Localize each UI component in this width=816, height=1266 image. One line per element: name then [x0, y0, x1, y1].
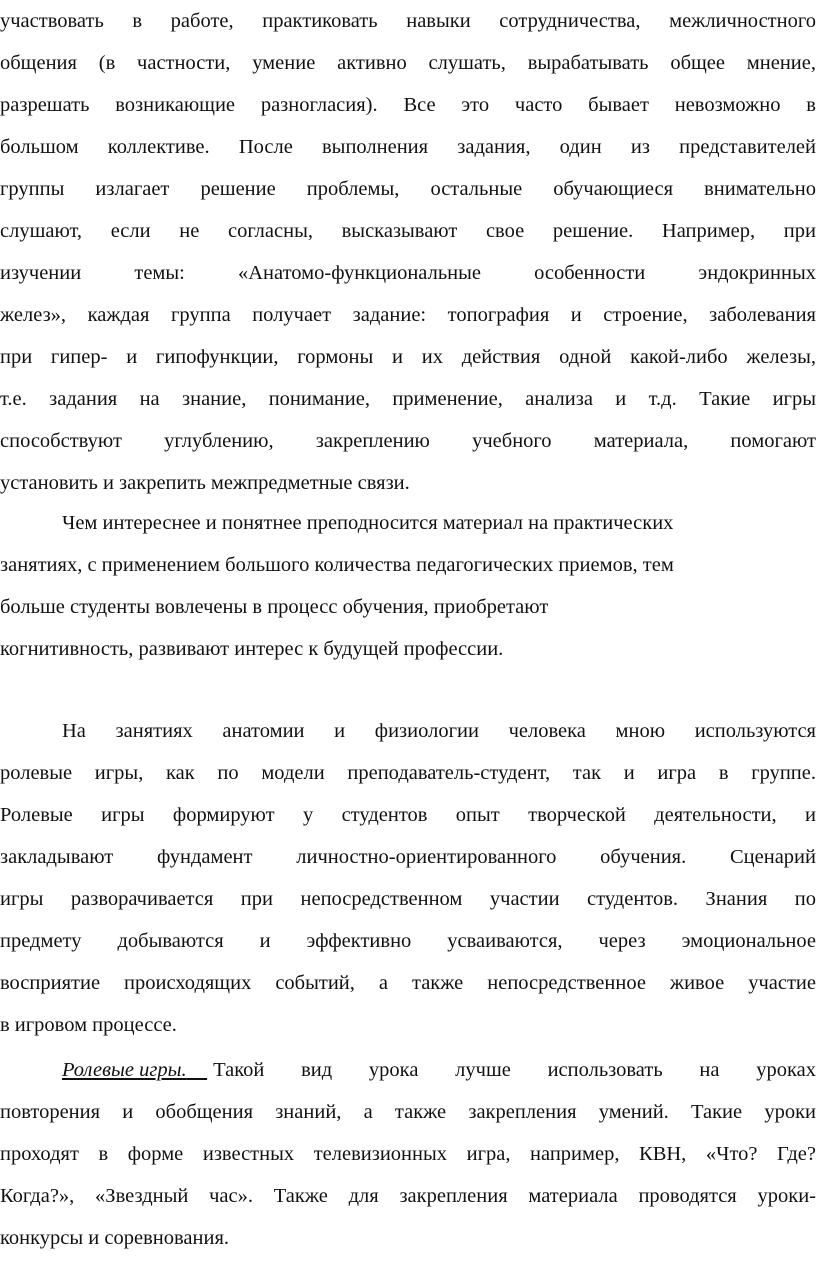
paragraph-interest: [0, 502, 816, 670]
text-line: способствуют углублению, закреплению учебного материала, помогают: [0, 430, 816, 452]
text-line: разрешать возникающие разногласия). Все это часто бывает невозможно в: [0, 94, 816, 116]
text-line: большом коллективе. После выполнения задания, один из представителей: [0, 136, 816, 158]
text-line: когнитивность, развивают интерес к будущей профессии.: [0, 638, 504, 660]
text-line: повторения и обобщения знаний, а также закрепления умений. Такие уроки: [0, 1101, 816, 1123]
text-line: в игровом процессе.: [0, 1014, 177, 1036]
text-line: желез», каждая группа получает задание: топография и строение, заболевания: [0, 304, 816, 326]
text-line: Ролевые игры формируют у студентов опыт творческой деятельности, и: [0, 804, 816, 826]
role-games-sentence-start: Такой вид урока лучше использовать на уроках: [213, 1059, 816, 1081]
text-line: т.е. задания на знание, понимание, применение, анализа и т.д. Такие игры: [0, 388, 816, 410]
text-line: конкурсы и соревнования.: [0, 1227, 230, 1249]
text-line: слушают, если не согласны, высказывают свое решение. Например, при: [0, 220, 816, 242]
paragraph-group-work: [0, 0, 816, 504]
role-games-term: Ролевые игры.: [62, 1059, 187, 1081]
text-line: Когда?», «Звездный час». Также для закрепления материала проводятся уроки-: [0, 1185, 816, 1207]
text-line: На занятиях анатомии и физиологии человека мною используются: [62, 720, 816, 742]
paragraph-role-games-definition: [0, 1049, 816, 1259]
text-line: изучении темы: «Анатомо-функциональные особенности эндокринных: [0, 262, 816, 284]
text-line: закладывают фундамент личностно-ориентированного обучения. Сценарий: [0, 846, 816, 868]
text-line: группы излагает решение проблемы, остальные обучающиеся внимательно: [0, 178, 816, 200]
text-line: общения (в частности, умение активно слушать, вырабатывать общее мнение,: [0, 52, 816, 74]
text-line: Чем интереснее и понятнее преподносится материал на практических: [62, 512, 674, 534]
text-line: игры разворачивается при непосредственном участии студентов. Знания по: [0, 888, 816, 910]
text-line: проходят в форме известных телевизионных игра, например, КВН, «Что? Где?: [0, 1143, 816, 1165]
text-line: участвовать в работе, практиковать навыки сотрудничества, межличностного: [0, 10, 816, 32]
text-line: при гипер- и гипофункции, гормоны и их действия одной какой-либо железы,: [0, 346, 816, 368]
text-line: больше студенты вовлечены в процесс обучения, приобретают: [0, 596, 549, 618]
text-line: [0, 1049, 816, 1091]
text-line: восприятие происходящих событий, а также непосредственное живое участие: [0, 972, 816, 994]
text-line: ролевые игры, как по модели преподаватель-студент, так и игра в группе.: [0, 762, 816, 784]
text-line: установить и закрепить межпредметные связи.: [0, 472, 410, 494]
paragraph-role-games-intro: [0, 710, 816, 1046]
text-line: занятиях, с применением большого количества педагогических приемов, тем: [0, 554, 674, 576]
text-line: предмету добываются и эффективно усваиваются, через эмоциональное: [0, 930, 816, 952]
